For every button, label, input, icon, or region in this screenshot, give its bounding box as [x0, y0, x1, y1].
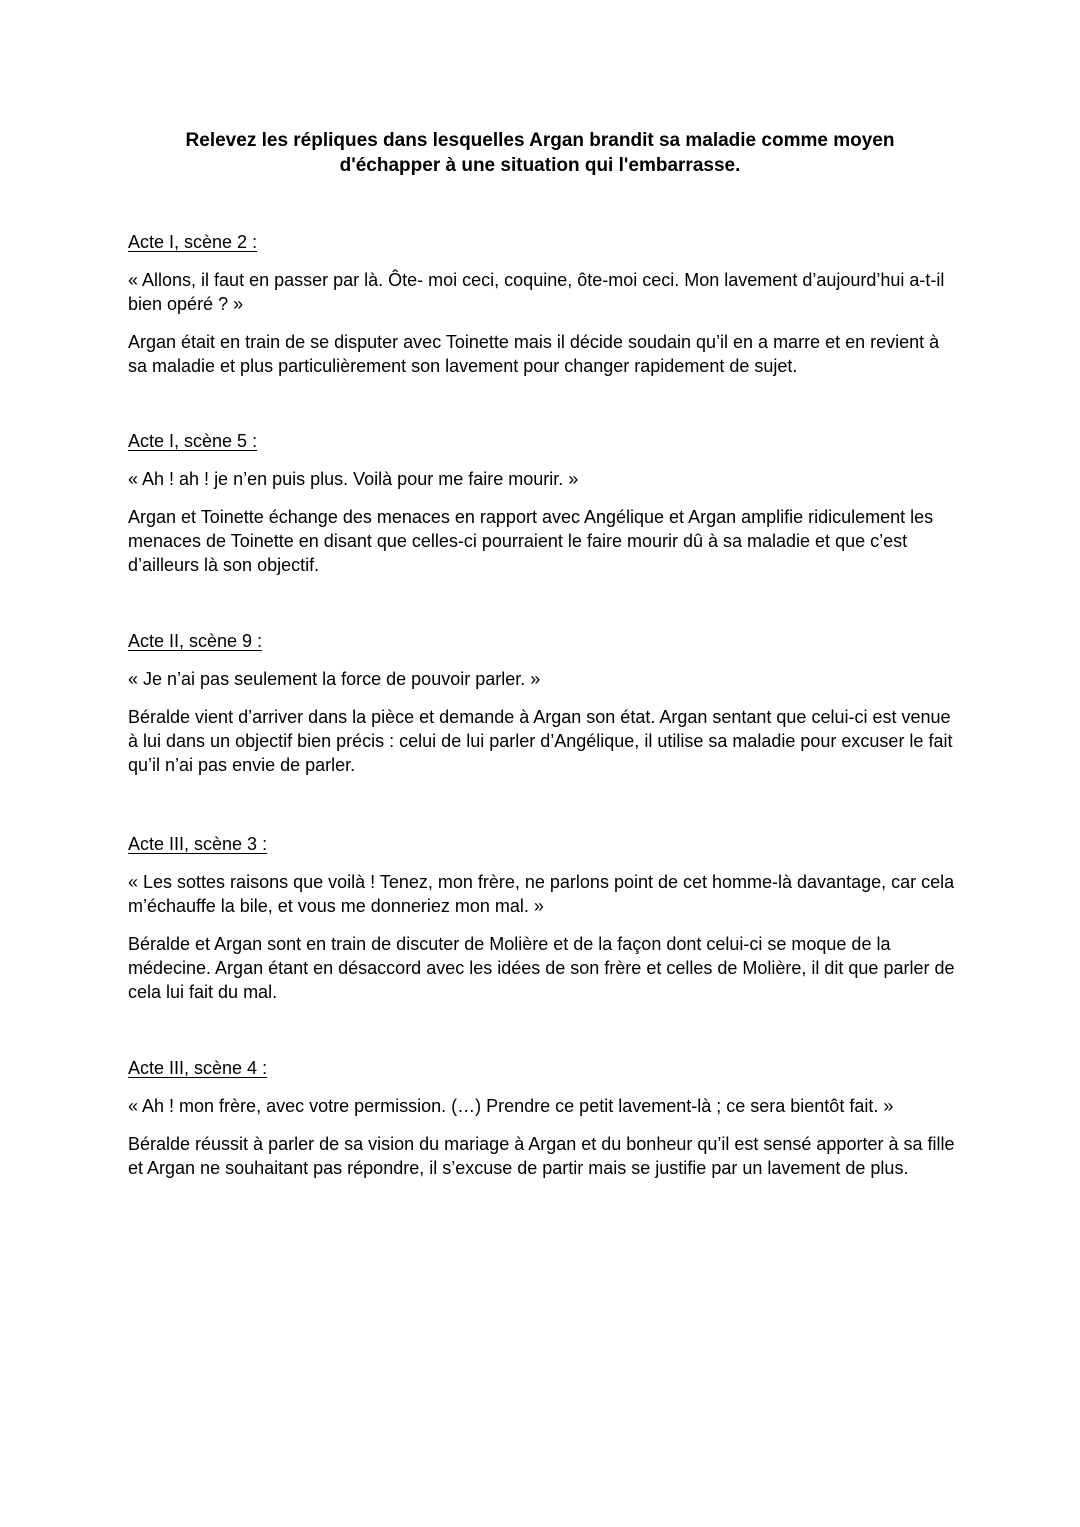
section-comment: Béralde vient d’arriver dans la pièce et demande à Argan son état. Argan sentant que celui-ci est venue à lui dans un objectif bien précis : celui de lui parler d’Angélique, il utilise sa maladie pour excuser le fait qu’il n’ai pas envie de parler. — [128, 707, 953, 775]
section-comment: Argan et Toinette échange des menaces en rapport avec Angélique et Argan amplifie ridiculement les menaces de Toinette en disant que celles-ci pourraient le faire mourir dû à sa maladie et que c’est d’ailleurs là son objectif. — [128, 507, 934, 575]
section-acte-3-scene-3 — [128, 832, 958, 1004]
section-heading: Acte I, scène 5 : — [128, 431, 258, 451]
section-acte-1-scene-5 — [128, 429, 958, 577]
section-comment: Béralde et Argan sont en train de discuter de Molière et de la façon dont celui-ci se moque de la médecine. Argan étant en désaccord avec les idées de son frère et celles de Molière, il dit que parler de cela lui fait du mal. — [128, 934, 955, 1002]
section-acte-1-scene-2 — [128, 230, 958, 378]
section-quote: « Allons, il faut en passer par là. Ôte- moi ceci, coquine, ôte-moi ceci. Mon lavement d’aujourd’hui a-t-il bien opéré ? » — [128, 270, 945, 314]
section-acte-3-scene-4 — [128, 1056, 958, 1180]
section-heading: Acte II, scène 9 : — [128, 631, 263, 651]
section-comment: Béralde réussit à parler de sa vision du mariage à Argan et du bonheur qu’il est sensé apporter à sa fille et Argan ne souhaitant pas répondre, il s’excuse de partir mais se justifie par un lavement de plus. — [128, 1134, 955, 1178]
section-quote: « Ah ! ah ! je n’en puis plus. Voilà pour me faire mourir. » — [128, 469, 579, 489]
section-quote: « Les sottes raisons que voilà ! Tenez, mon frère, ne parlons point de cet homme-là davantage, car cela m’échauffe la bile, et vous me donneriez mon mal. » — [128, 872, 955, 916]
section-heading: Acte III, scène 3 : — [128, 834, 268, 854]
section-heading: Acte I, scène 2 : — [128, 232, 258, 252]
section-comment: Argan était en train de se disputer avec Toinette mais il décide soudain qu’il en a marre et en revient à sa maladie et plus particulièrement son lavement pour changer rapidement de sujet. — [128, 332, 940, 376]
document-title: Relevez les répliques dans lesquelles Argan brandit sa maladie comme moyen d'échapper à une situation qui l'embarrasse. — [185, 130, 895, 176]
section-acte-2-scene-9 — [128, 629, 958, 777]
section-quote: « Ah ! mon frère, avec votre permission. (…) Prendre ce petit lavement-là ; ce sera bientôt fait. » — [128, 1096, 894, 1116]
section-heading: Acte III, scène 4 : — [128, 1058, 268, 1078]
section-quote: « Je n’ai pas seulement la force de pouvoir parler. » — [128, 669, 541, 689]
